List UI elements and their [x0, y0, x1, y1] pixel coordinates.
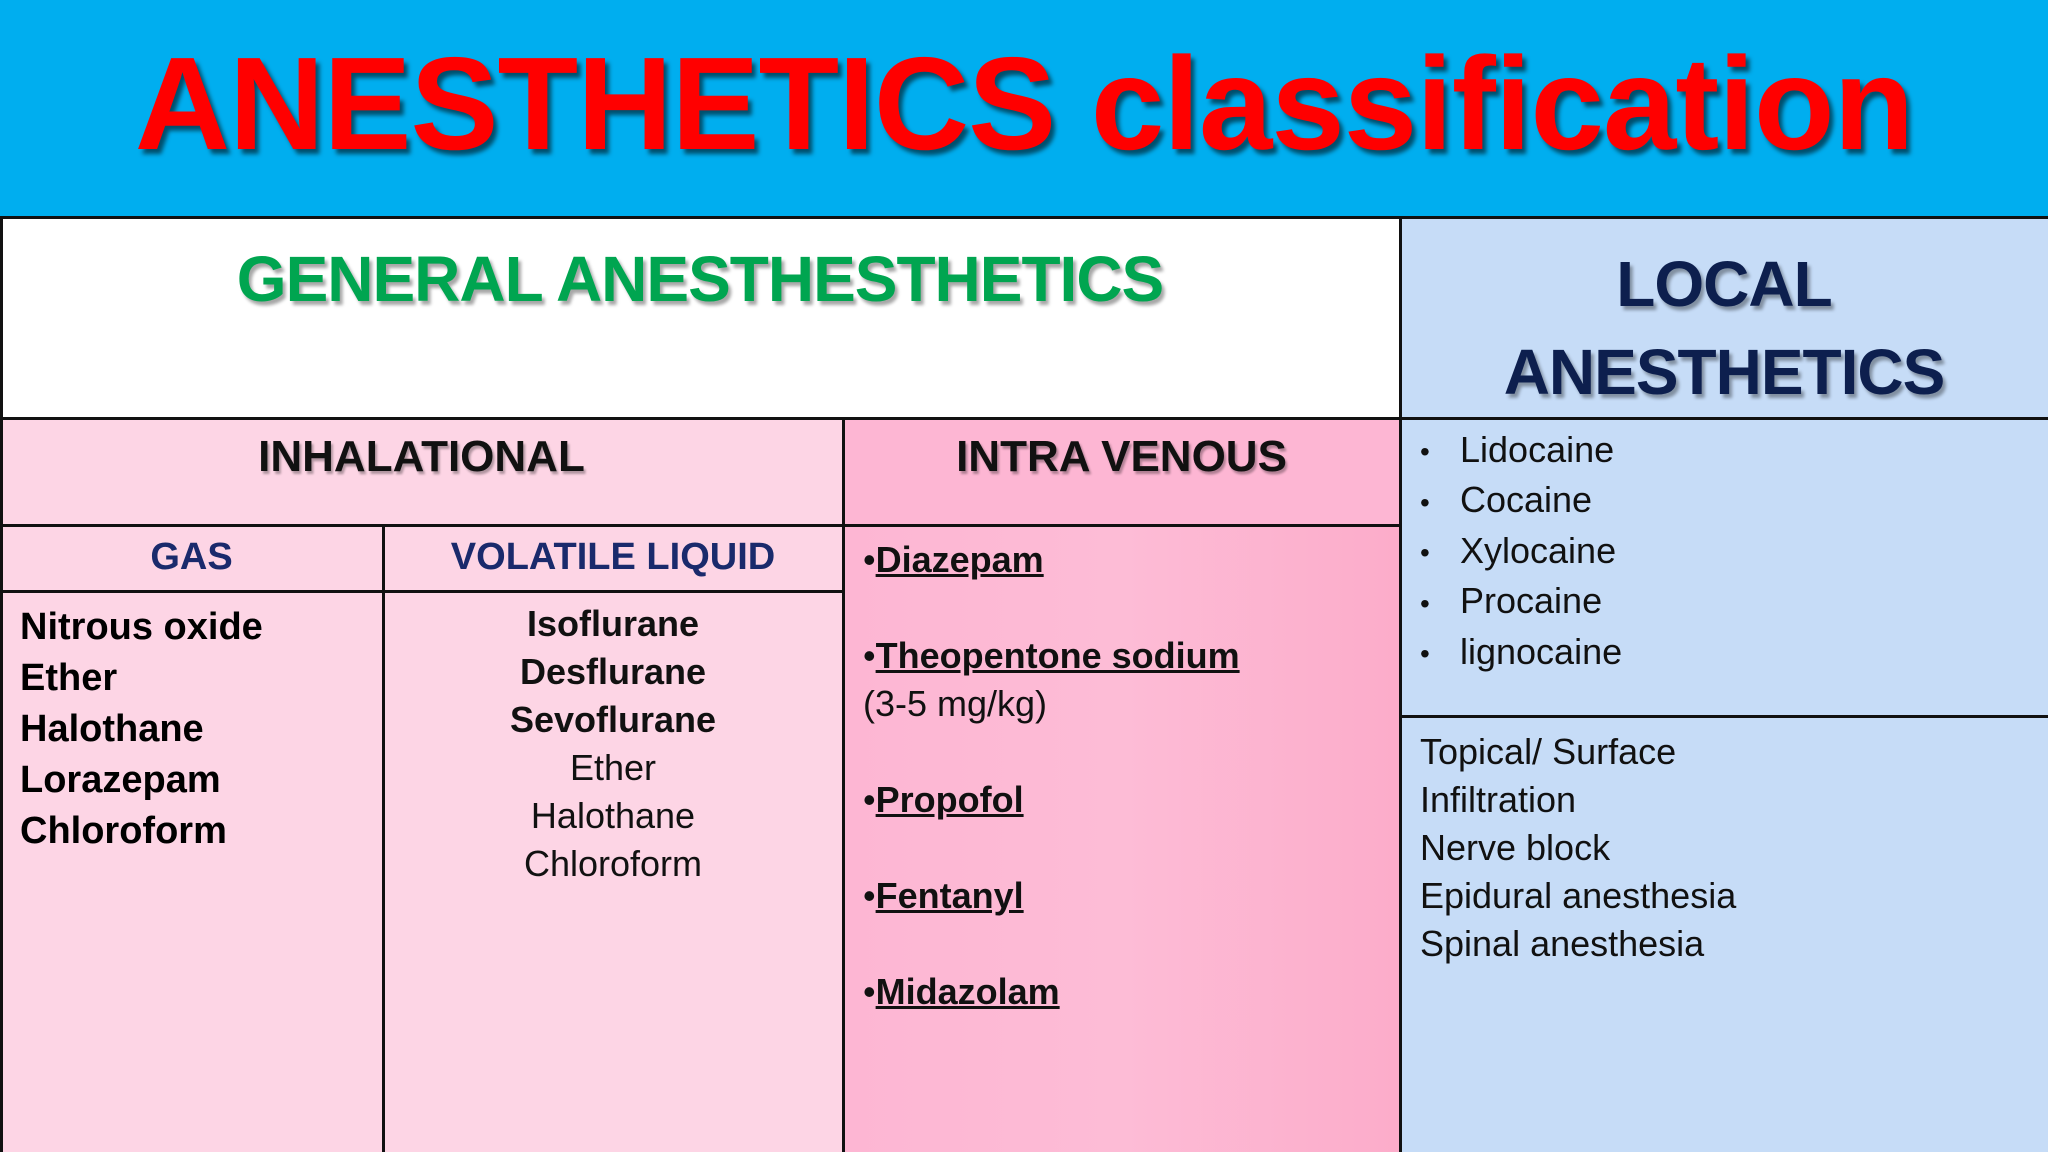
list-item: Ether: [569, 747, 657, 788]
drug-name: Xylocaine: [1460, 529, 1617, 571]
intravenous-list-panel: [843, 526, 1400, 1152]
drug-name: Propofol: [875, 779, 1024, 820]
bullet: •: [1420, 486, 1430, 518]
list-item: [1420, 577, 2048, 627]
list-item: Sevoflurane: [509, 699, 717, 740]
list-item: Desflurane: [519, 651, 707, 692]
list-item: [1420, 426, 2048, 476]
divider: [0, 216, 3, 1152]
list-item: [863, 632, 1400, 728]
divider: [0, 590, 843, 593]
list-item: Chloroform: [523, 843, 703, 884]
drug-name: Cocaine: [1460, 479, 1593, 521]
bullet: •: [863, 971, 876, 1012]
title-banner: [0, 0, 2048, 218]
bullet: •: [1420, 587, 1430, 619]
drug-name: Midazolam: [875, 971, 1060, 1012]
general-anesthetics-header: [0, 218, 1400, 418]
list-item: [1420, 527, 2048, 577]
divider: [382, 524, 385, 1152]
divider: [1400, 715, 2048, 718]
drug-name: lignocaine: [1460, 630, 1623, 672]
list-item: [863, 968, 1400, 1016]
list-item: Isoflurane: [526, 603, 700, 644]
bullet: •: [1420, 537, 1430, 569]
list-item: [1420, 476, 2048, 526]
list-item: [863, 872, 1400, 920]
list-item: Topical/ Surface: [1420, 731, 1677, 772]
list-item: Chloroform: [20, 810, 227, 852]
bullet: •: [1420, 436, 1430, 468]
intravenous-header: [843, 418, 1400, 526]
volatile-liquid-title: VOLATILE LIQUID: [450, 536, 776, 578]
drug-name: Lidocaine: [1460, 429, 1615, 470]
list-item: Nerve block: [1420, 827, 1611, 868]
drug-name: Procaine: [1460, 580, 1603, 622]
local-types-panel: [1400, 716, 2048, 1152]
list-item: Ether: [20, 657, 118, 699]
list-item: [863, 776, 1400, 824]
general-anesthetics-title: GENERAL ANESTHESTHETICS: [236, 243, 1164, 315]
bullet: •: [863, 635, 876, 676]
bullet: •: [863, 539, 876, 580]
inhalational-title: INHALATIONAL: [258, 432, 585, 481]
gas-list: [20, 602, 383, 857]
gas-header: [0, 526, 383, 592]
list-item: Spinal anesthesia: [1420, 923, 1705, 964]
list-item: Epidural anesthesia: [1420, 875, 1737, 916]
divider: [842, 417, 845, 1152]
drug-name: Fentanyl: [875, 875, 1024, 916]
list-item: [1420, 628, 2048, 678]
dose-note: (3-5 mg/kg): [863, 683, 1048, 724]
volatile-liquid-header: [383, 526, 843, 592]
gas-title: GAS: [150, 536, 233, 578]
list-item: Halothane: [20, 708, 204, 750]
intravenous-title: INTRA VENOUS: [956, 432, 1287, 481]
divider: [1399, 216, 1402, 1152]
volatile-liquid-list: [383, 600, 843, 888]
local-anesthetics-title: LOCAL ANESTHETICS: [1503, 248, 1945, 408]
bullet: •: [863, 875, 876, 916]
local-anesthetics-header: [1400, 218, 2048, 418]
bullet: •: [1420, 638, 1430, 670]
local-drug-list-panel: [1400, 418, 2048, 716]
divider: [0, 524, 1400, 527]
drug-name: Diazepam: [875, 539, 1044, 580]
page-title: ANESTHETICS classification: [134, 30, 1914, 177]
volatile-liquid-list-panel: [383, 592, 843, 1152]
local-drug-list: [1420, 426, 2048, 678]
inhalational-header: [0, 418, 843, 526]
drug-name: Theopentone sodium: [875, 635, 1240, 676]
list-item: [863, 536, 1400, 584]
divider: [0, 216, 2048, 219]
list-item: Halothane: [530, 795, 696, 836]
divider: [0, 417, 2048, 420]
local-types-list: [1420, 728, 2048, 968]
list-item: Nitrous oxide: [20, 606, 263, 648]
list-item: Infiltration: [1420, 779, 1577, 820]
list-item: Lorazepam: [20, 759, 221, 801]
gas-list-panel: [0, 592, 383, 1152]
bullet: •: [863, 779, 876, 820]
